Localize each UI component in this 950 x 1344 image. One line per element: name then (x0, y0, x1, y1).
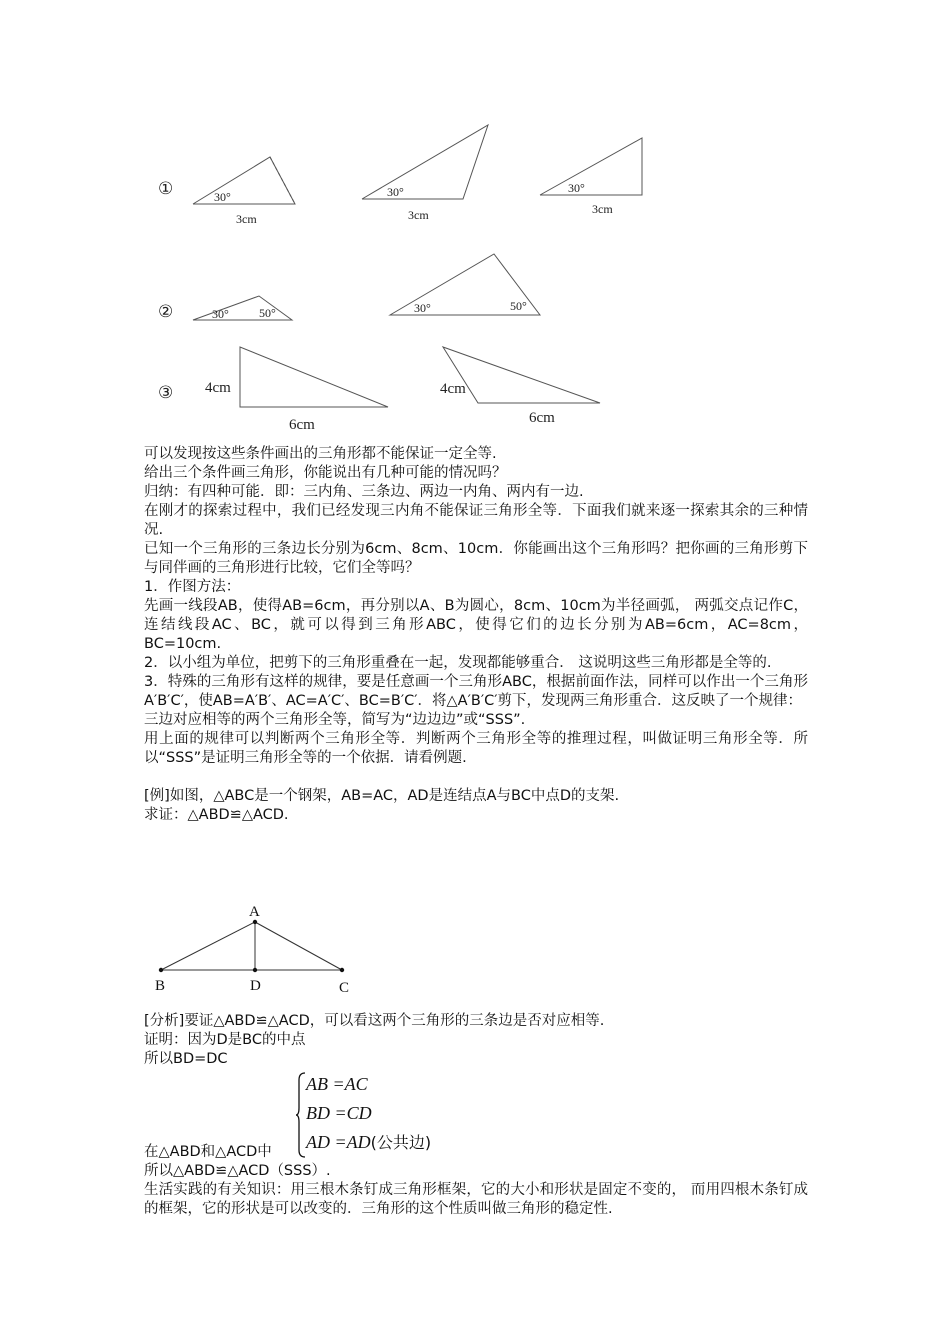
point-c (340, 968, 344, 972)
row2-t1-angle-left: 30° (212, 307, 229, 321)
row1-t3-angle: 30° (568, 181, 585, 195)
proof-text (144, 1012, 808, 1069)
row1-triangle-1 (193, 157, 295, 226)
row1-t1-base: 3cm (236, 212, 257, 226)
equation-2: BD =CD (306, 1103, 372, 1123)
marker-1: ① (158, 179, 174, 198)
row3-triangle-1 (205, 347, 388, 433)
proof-line-1: 证明：因为D是BC的中点 (144, 1032, 306, 1048)
row2-triangle-1 (193, 296, 292, 321)
row3-t1-base: 6cm (289, 417, 315, 433)
proof-analysis: [分析]要证△ABD≌△ACD，可以看这两个三角形的三条边是否对应相等. (144, 1013, 605, 1029)
paragraph-4: 在刚才的探索过程中，我们已经发现三内角不能保证三角形全等．下面我们就来逐一探索其余的三种情况. (144, 503, 808, 538)
paragraph-3: 归纳：有四种可能．即：三内角、三条边、两边一内角、两内有一边. (144, 484, 584, 500)
row1-triangle-2 (362, 125, 488, 222)
row1-t1-angle: 30° (214, 190, 231, 204)
equation-1: AB =AC (306, 1074, 368, 1094)
main-text (144, 445, 808, 825)
marker-2: ② (158, 302, 174, 321)
row3-t1-side: 4cm (205, 380, 231, 396)
paragraph-11: 用上面的规律可以判断两个三角形全等．判断两个三角形全等的推理过程，叫做证明三角形全等．所以“SSS”是证明三角形全等的一个依据．请看例题. (144, 731, 808, 766)
point-a (253, 920, 257, 924)
proof-line-3: 在△ABD和△ACD中 (144, 1144, 272, 1160)
example-goal: 求证：△ABD≌△ACD. (144, 807, 289, 823)
row2-t1-angle-right: 50° (259, 306, 276, 320)
row1-triangle-3 (540, 138, 642, 216)
point-b (159, 968, 163, 972)
paragraph-2: 给出三个条件画三角形，你能说出有几种可能的情况吗？ (144, 465, 507, 481)
proof-line-5: 生活实践的有关知识：用三根木条钉成三角形框架，它的大小和形状是固定不变的， 而用四根木条钉成的框架，它的形状是可以改变的．三角形的这个性质叫做三角形的稳定性. (144, 1182, 808, 1217)
equation-3-expr: AD =AD (306, 1132, 371, 1152)
row2-t2-angle-left: 30° (414, 301, 431, 315)
paragraph-10: 三边对应相等的两个三角形全等，简写为“边边边”或“SSS”. (144, 712, 526, 728)
paragraph-8: 2．以小组为单位，把剪下的三角形重叠在一起，发现都能够重合． 这说明这些三角形都是全等的. (144, 655, 772, 671)
proof-line-4: 所以△ABD≌△ACD（SSS）. (144, 1163, 331, 1179)
row3-t2-side: 4cm (440, 381, 466, 397)
label-a: A (249, 904, 260, 920)
proof-line-2: 所以BD=DC (144, 1051, 228, 1067)
row3-t2-base: 6cm (529, 410, 555, 426)
row1-t2-angle: 30° (387, 185, 404, 199)
paragraph-5: 已知一个三角形的三条边长分别为6cm、8cm、10cm．你能画出这个三角形吗？把你画的三角形剪下与同伴画的三角形进行比较，它们全等吗？ (144, 541, 808, 576)
row2-triangle-2 (390, 254, 540, 315)
example-diagram (140, 898, 370, 998)
marker-3: ③ (158, 383, 174, 402)
label-d: D (250, 978, 261, 994)
point-d (253, 968, 257, 972)
label-c: C (339, 980, 350, 996)
label-b: B (155, 978, 166, 994)
triangle-figures (0, 0, 950, 440)
equation-3-note: (公共边) (370, 1133, 432, 1152)
row1-t3-base: 3cm (592, 202, 613, 216)
paragraph-1: 可以发现按这些条件画出的三角形都不能保证一定全等. (144, 446, 497, 462)
paragraph-6: 1．作图方法： (144, 579, 241, 595)
paragraph-7: 先画一线段AB，使得AB=6cm，再分别以A、B为圆心，8cm、10cm为半径画弧， 两弧交点记作C，连结线段AC、BC，就可以得到三角形ABC，使得它们的边长分别为AB=6cm，AC=8cm，BC=10cm. (144, 598, 808, 652)
row2-t2-angle-right: 50° (510, 299, 527, 313)
row3-triangle-2 (440, 347, 600, 426)
row1-t2-base: 3cm (408, 208, 429, 222)
proof-conclusion (144, 1143, 808, 1219)
example-statement: [例]如图，△ABC是一个钢架，AB=AC，AD是连结点A与BC中点D的支架. (144, 788, 620, 804)
paragraph-9: 3．特殊的三角形有这样的规律，要是任意画一个三角形ABC，根据前面作法，同样可以作出一个三角形A′B′C′，使AB=A′B′、AC=A′C′、BC=B′C′．将△A′B′C′剪下，发现两三角形重合．这反映了一个规律： (144, 674, 808, 709)
